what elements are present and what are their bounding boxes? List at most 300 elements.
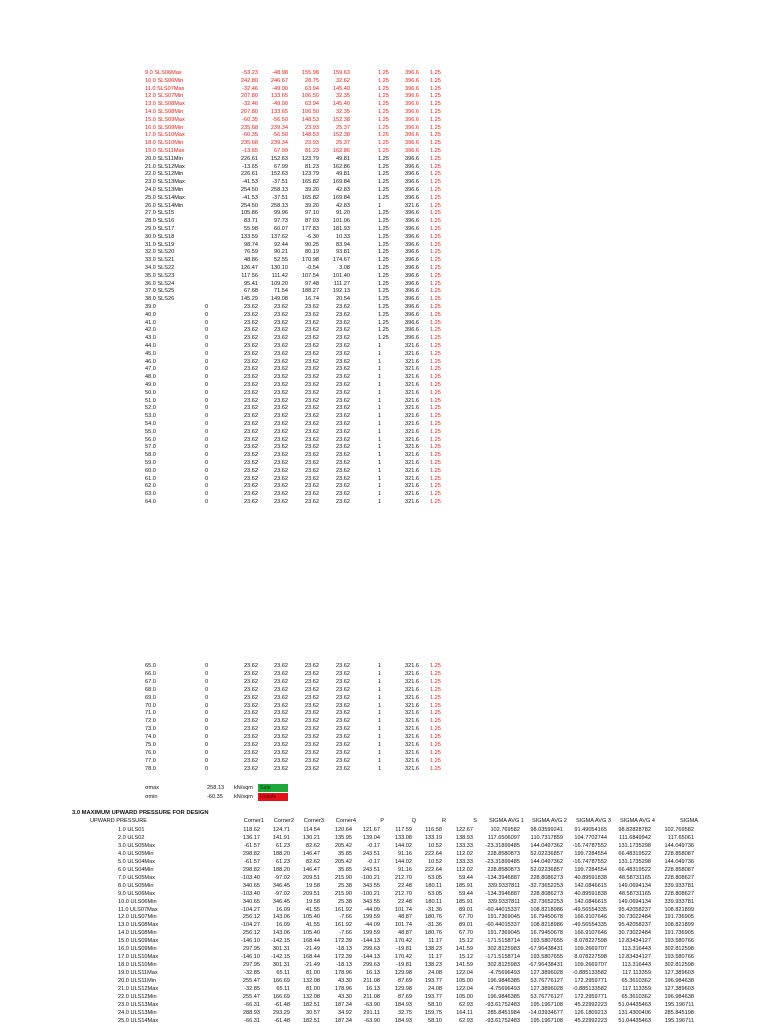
table-cell: 15.12: [459, 954, 473, 961]
table-cell: 52.0: [145, 405, 156, 412]
table-cell: 23.62: [274, 444, 288, 451]
table-cell: -49.56554335: [572, 906, 607, 913]
table-cell: 396.6: [405, 179, 419, 186]
table-cell: 22.48: [398, 882, 412, 889]
table-cell: 145.40: [332, 101, 350, 108]
table-cell: 55.0: [145, 428, 156, 435]
table-cell: 23.62: [274, 304, 288, 310]
table-cell: 23.62: [244, 483, 258, 490]
table-cell: 168.44: [302, 954, 320, 961]
table-cell: 246.67: [270, 77, 288, 84]
table-cell: 98.74: [244, 241, 258, 248]
table-cell: 105.00: [455, 993, 473, 1000]
table-cell: 396.6: [405, 155, 419, 162]
table-cell: 117.56: [241, 272, 258, 279]
table-cell: 243.51: [362, 850, 380, 857]
table-cell: 1: [378, 397, 382, 404]
table-cell: 191.7369045: [487, 914, 520, 921]
table-cell: 285.8451984: [487, 1009, 520, 1016]
table-cell: 40.0: [145, 311, 156, 318]
table-cell: 23.62: [305, 327, 319, 334]
table-cell: 23.62: [336, 694, 350, 701]
table-cell: 184.93: [394, 1001, 412, 1008]
column-header: SIGMA: [679, 818, 698, 824]
table-cell: 122.67: [455, 827, 473, 833]
table-cell: 41.55: [306, 922, 320, 929]
table-cell: -32.73652253: [528, 898, 563, 905]
table-cell: 92.44: [274, 241, 288, 248]
table-cell: 23.62: [244, 491, 258, 498]
table-cell: 302.812598: [664, 946, 694, 953]
table-cell: -14.03934677: [528, 1009, 563, 1016]
table-cell: 111.6849942: [619, 834, 651, 841]
table-cell: 9.0 SLS06Max: [145, 70, 182, 76]
table-cell: 396.6: [405, 296, 419, 303]
table-cell: 1: [378, 202, 382, 209]
table-cell: 65.11: [276, 970, 290, 977]
table-cell: 123.79: [301, 155, 319, 162]
table-cell: 23.62: [244, 335, 258, 342]
table-cell: 48.87: [398, 914, 412, 921]
table-cell: 0: [205, 694, 209, 701]
table-cell: 105.40: [302, 914, 320, 921]
table-cell: 89.01: [459, 906, 473, 913]
table-cell: 132.08: [302, 978, 320, 985]
table-cell: 23.62: [274, 343, 288, 349]
table-cell: 17.0 ULS10Max: [118, 954, 159, 961]
table-cell: 27.0 SLS15: [145, 210, 175, 217]
table-cell: 23.62: [336, 467, 350, 474]
table-cell: 67.99: [274, 148, 288, 154]
table-cell: 193.77: [424, 993, 442, 1000]
column-header: Corner3: [303, 818, 324, 824]
table-cell: 1.25: [430, 155, 441, 162]
table-cell: 23.62: [336, 366, 350, 373]
table-cell: 235.68: [240, 140, 258, 147]
table-cell: 23.62: [244, 382, 258, 388]
table-cell: 10.0 ULS06Min: [118, 898, 157, 905]
table-cell: 23.62: [274, 311, 288, 318]
table-cell: 1.25: [378, 163, 389, 170]
table-cell: 23.62: [274, 710, 288, 717]
table-cell: 145.40: [332, 85, 350, 92]
table-cell: 1.25: [430, 718, 441, 725]
table-cell: -0.885133582: [572, 970, 607, 977]
table-cell: 41.55: [306, 906, 320, 913]
table-cell: -142.15: [271, 954, 290, 961]
table-cell: 346.45: [272, 898, 290, 905]
table-cell: 1.25: [430, 140, 441, 147]
table-cell: 161.92: [334, 906, 352, 913]
table-cell: 172.39: [334, 954, 352, 961]
table-cell: 133.19: [424, 834, 442, 841]
table-cell: 23.62: [305, 405, 319, 412]
table-cell: 23.0 SLS13Max: [145, 179, 185, 186]
table-cell: 23.93: [305, 140, 319, 147]
table-cell: 53.76776127: [530, 993, 563, 1000]
table-cell: 1.25: [430, 272, 441, 279]
table-cell: 20.0 ULS11Min: [118, 978, 157, 985]
table-cell: 321.6: [405, 726, 419, 733]
table-cell: 321.6: [405, 475, 419, 482]
table-cell: 3.0 ULS05Max: [118, 842, 156, 849]
table-cell: 182.51: [302, 1017, 320, 1024]
table-cell: 58.10: [428, 1001, 442, 1008]
table-cell: 199.59: [362, 930, 380, 937]
table-cell: 111.27: [333, 280, 350, 287]
table-cell: -146.10: [241, 954, 260, 961]
table-cell: -49.00: [272, 85, 288, 92]
table-cell: 60.07: [274, 226, 288, 232]
table-cell: 54.0: [145, 421, 156, 427]
table-cell: 12.83434127: [618, 954, 651, 961]
table-cell: 61.23: [276, 842, 290, 849]
table-cell: 1.25: [430, 327, 441, 334]
table-cell: 23.62: [305, 726, 319, 733]
table-cell: 23.62: [274, 694, 288, 701]
table-cell: 144.02: [394, 858, 412, 865]
table-cell: 396.6: [405, 304, 419, 310]
table-cell: 33.0 SLS21: [145, 257, 175, 264]
table-cell: 222.64: [424, 850, 442, 857]
table-cell: 0: [205, 319, 209, 326]
table-cell: 185.91: [455, 898, 473, 905]
table-cell: 3.08: [339, 265, 350, 271]
table-cell: 0: [205, 327, 209, 334]
table-cell: -13.65: [242, 148, 258, 154]
column-header: SIGMA AVG 1: [488, 818, 524, 824]
table-cell: -13.65: [242, 163, 258, 170]
table-cell: 24.0 SLS13Min: [145, 187, 184, 193]
table-cell: 1.25: [430, 101, 441, 108]
table-cell: 180.76: [424, 914, 442, 921]
table-cell: 55.98: [244, 226, 258, 232]
table-cell: 10.33: [336, 233, 350, 240]
table-cell: 146.47: [302, 866, 320, 873]
table-cell: 321.6: [405, 742, 419, 748]
table-cell: 297.95: [242, 962, 260, 969]
table-cell: 180.11: [425, 882, 442, 889]
table-cell: 23.62: [274, 765, 288, 772]
table-cell: 168.44: [302, 938, 320, 945]
table-cell: 127.389603: [664, 986, 694, 992]
table-cell: 143.06: [272, 914, 290, 921]
table-cell: 254.50: [240, 202, 258, 209]
table-cell: 1.25: [430, 413, 441, 420]
table-cell: 23.62: [244, 460, 258, 466]
table-cell: 23.62: [305, 382, 319, 388]
table-cell: 145.29: [240, 296, 258, 303]
table-cell: 321.6: [405, 405, 419, 412]
table-cell: -103.40: [241, 890, 260, 897]
table-cell: 301.31: [272, 946, 290, 953]
table-cell: -56.50: [272, 132, 288, 139]
table-cell: 23.62: [274, 467, 288, 474]
table-cell: 302.8125983: [487, 946, 520, 953]
table-cell: 165.82: [301, 179, 319, 186]
table-cell: 24.08: [428, 970, 442, 977]
table-cell: 1.25: [430, 194, 441, 201]
table-cell: 23.62: [244, 397, 258, 404]
table-cell: 23.62: [305, 663, 319, 669]
table-cell: 199.7284554: [574, 866, 607, 873]
table-cell: 17.0 SLS10Max: [145, 132, 185, 139]
table-cell: 343.55: [362, 898, 380, 905]
table-cell: -48.98: [272, 70, 288, 76]
table-cell: 23.62: [336, 436, 350, 443]
table-cell: 23.62: [336, 499, 350, 505]
table-cell: 288.93: [242, 1009, 260, 1016]
table-cell: 339.933781: [664, 882, 694, 889]
table-cell: 321.6: [405, 444, 419, 451]
table-cell: 49.81: [336, 171, 350, 178]
table-cell: 1.25: [430, 304, 441, 310]
table-cell: 23.62: [305, 413, 319, 420]
table-cell: 45.0: [145, 350, 156, 357]
table-cell: 23.62: [274, 483, 288, 490]
table-cell: 1.25: [430, 694, 441, 701]
table-cell: 23.62: [305, 374, 319, 381]
table-cell: 191.736905: [664, 914, 694, 921]
table-cell: 170.42: [394, 938, 412, 945]
table-cell: 339.933781: [664, 898, 694, 905]
table-cell: 45.22992223: [574, 1017, 607, 1024]
table-cell: 23.62: [274, 452, 288, 459]
sigma-max-status-badge: Safe: [258, 784, 288, 792]
table-cell: 133.33: [455, 858, 473, 865]
sigma-min-unit: kN/sqm: [234, 794, 253, 800]
upward-pressure-label: UPWARD PRESSURE: [90, 818, 147, 824]
table-cell: 1.25: [430, 148, 441, 154]
table-cell: 23.62: [336, 358, 350, 365]
table-cell: 199.59: [362, 914, 380, 921]
table-cell: 32.0 SLS20: [145, 249, 175, 256]
table-cell: 23.62: [305, 734, 319, 741]
table-cell: 166.9107646: [574, 930, 607, 937]
table-cell: 16.79450678: [530, 930, 563, 937]
table-cell: 23.62: [305, 452, 319, 459]
table-cell: 19.0 ULS11Max: [118, 970, 158, 977]
table-cell: 67.68: [244, 288, 258, 295]
sigma-min-value: -60.35: [207, 794, 223, 800]
table-cell: 53.05: [428, 890, 442, 897]
table-cell: 23.62: [244, 343, 258, 349]
table-cell: 130.10: [270, 265, 288, 271]
table-cell: 180.76: [424, 930, 442, 937]
table-cell: 188.20: [272, 866, 290, 873]
table-cell: 396.6: [405, 70, 419, 76]
table-cell: 67.99: [274, 163, 288, 170]
table-cell: 222.64: [424, 866, 442, 873]
table-cell: 339.9337811: [487, 882, 520, 889]
table-cell: 108.8218986: [530, 922, 563, 929]
table-cell: 1.25: [430, 421, 441, 427]
table-cell: 101.74: [394, 906, 412, 913]
table-cell: 205.42: [334, 842, 352, 849]
table-cell: -23.31899485: [485, 858, 520, 865]
table-cell: 166.69: [272, 993, 290, 1000]
table-cell: 23.62: [336, 749, 350, 756]
table-cell: 1.25: [430, 124, 441, 131]
table-cell: 396.6: [405, 327, 419, 334]
table-cell: 22.0 SLS12Min: [145, 171, 184, 178]
table-cell: 23.62: [336, 327, 350, 334]
table-cell: 23.62: [336, 428, 350, 435]
table-cell: 321.6: [405, 686, 419, 693]
table-cell: 162.86: [332, 163, 350, 170]
table-cell: 25.38: [338, 898, 352, 905]
table-cell: 23.62: [305, 304, 319, 310]
table-cell: 138.23: [424, 962, 442, 969]
table-cell: 23.62: [244, 702, 258, 709]
table-cell: 1.25: [430, 670, 441, 677]
table-cell: 23.62: [305, 421, 319, 427]
table-cell: 71.0: [145, 710, 156, 717]
table-cell: 1: [378, 374, 382, 381]
table-cell: 23.62: [244, 678, 258, 685]
table-cell: 23.62: [274, 460, 288, 466]
table-cell: 1: [378, 343, 382, 349]
table-cell: 23.62: [336, 382, 350, 388]
table-cell: 23.62: [305, 742, 319, 748]
table-cell: 23.62: [336, 702, 350, 709]
table-cell: 139.04: [362, 834, 380, 841]
table-cell: 228.8580873: [487, 866, 520, 873]
table-cell: 95.42058237: [618, 922, 651, 929]
table-cell: 108.8218986: [530, 906, 563, 913]
table-cell: 396.6: [405, 124, 419, 131]
table-cell: 321.6: [405, 491, 419, 498]
table-cell: 187.34: [334, 1001, 352, 1008]
table-cell: 161.92: [334, 922, 352, 929]
table-cell: 226.61: [240, 155, 258, 162]
table-cell: 19.58: [306, 898, 320, 905]
table-cell: -63.90: [364, 1001, 380, 1008]
table-cell: 1.25: [378, 304, 389, 310]
table-cell: -144.13: [361, 938, 380, 945]
table-cell: 193.5807655: [530, 938, 563, 945]
table-cell: 23.62: [274, 663, 288, 669]
table-cell: 35.0 SLS23: [145, 272, 175, 279]
table-cell: 396.6: [405, 194, 419, 201]
table-cell: 215.90: [334, 874, 352, 881]
table-cell: 16.13: [366, 986, 380, 992]
table-cell: 1.25: [378, 327, 389, 334]
table-cell: -37.51: [272, 179, 288, 186]
table-cell: 87.03: [305, 218, 319, 225]
table-cell: 184.93: [394, 1017, 412, 1024]
table-cell: 23.62: [244, 327, 258, 334]
table-cell: 10.52: [428, 842, 442, 849]
column-header: Q: [411, 818, 416, 824]
table-cell: 0: [205, 726, 209, 733]
table-cell: 0: [205, 499, 209, 505]
table-cell: 104.7702744: [574, 834, 607, 841]
table-cell: 321.6: [405, 678, 419, 685]
table-cell: 321.6: [405, 421, 419, 427]
table-cell: -7.66: [339, 930, 352, 937]
table-cell: 155.98: [301, 70, 319, 76]
table-cell: 23.62: [244, 765, 258, 772]
table-cell: 23.62: [305, 702, 319, 709]
table-cell: 101.06: [332, 218, 350, 225]
table-cell: 8.078227598: [574, 954, 607, 961]
table-cell: 87.69: [398, 993, 412, 1000]
table-cell: 15.12: [459, 938, 473, 945]
table-cell: 12.83434127: [618, 938, 651, 945]
table-cell: 228.858087: [664, 850, 694, 857]
table-cell: 42.0: [145, 327, 156, 334]
table-cell: 133.65: [270, 109, 288, 115]
table-cell: 193.580766: [664, 954, 694, 961]
table-cell: 0: [205, 742, 209, 748]
table-cell: 23.62: [305, 397, 319, 404]
table-cell: 2.0 ULS02: [118, 834, 145, 841]
table-cell: 1.0 ULS01: [118, 827, 145, 833]
table-cell: 1: [378, 491, 382, 498]
table-cell: 23.62: [305, 311, 319, 318]
table-cell: 52.02236857: [530, 850, 563, 857]
sigma-min-symbol: σmin: [145, 794, 158, 800]
table-cell: 23.62: [305, 757, 319, 764]
table-cell: 112.02: [456, 850, 473, 857]
table-cell: 109.2669707: [574, 946, 607, 953]
table-cell: 396.6: [405, 140, 419, 147]
table-cell: 1.25: [430, 366, 441, 373]
table-cell: 23.62: [305, 460, 319, 466]
table-cell: 5.0 ULS04Max: [118, 858, 156, 865]
table-cell: 62.93: [459, 1001, 473, 1008]
table-cell: 23.62: [274, 350, 288, 357]
table-cell: 25.0 SLS14Max: [145, 194, 185, 201]
table-cell: -32.85: [244, 970, 260, 977]
table-cell: 48.58731165: [618, 890, 651, 897]
table-cell: 48.0: [145, 374, 156, 381]
table-cell: 301.31: [272, 962, 290, 969]
table-cell: 185.91: [455, 882, 473, 889]
table-cell: 396.6: [405, 187, 419, 193]
table-cell: 193.77: [424, 978, 442, 985]
table-cell: 23.62: [274, 726, 288, 733]
table-cell: 1: [378, 350, 382, 357]
table-cell: 23.62: [305, 686, 319, 693]
table-cell: 1.25: [430, 397, 441, 404]
table-cell: -97.02: [274, 890, 290, 897]
table-cell: 1: [378, 726, 382, 733]
table-cell: 396.6: [405, 311, 419, 318]
table-cell: 61.23: [276, 858, 290, 865]
table-cell: 1.25: [378, 85, 389, 92]
table-cell: 66.48319522: [618, 866, 651, 873]
table-cell: 1.25: [430, 483, 441, 490]
table-cell: 43.30: [338, 993, 352, 1000]
table-cell: -44.09: [364, 906, 380, 913]
table-cell: 1.25: [430, 710, 441, 717]
table-cell: 30.57: [306, 1009, 320, 1016]
table-cell: 396.6: [405, 93, 419, 100]
table-cell: 228.858087: [664, 866, 694, 873]
table-cell: 1.25: [430, 663, 441, 669]
table-cell: 23.62: [336, 663, 350, 669]
table-cell: 39.20: [305, 187, 319, 193]
table-cell: 23.62: [274, 436, 288, 443]
table-cell: 0: [205, 749, 209, 756]
table-cell: 396.6: [405, 280, 419, 287]
table-cell: 76.59: [244, 249, 258, 256]
table-cell: 23.62: [244, 663, 258, 669]
table-cell: 321.6: [405, 749, 419, 756]
table-cell: -23.31899485: [485, 842, 520, 849]
